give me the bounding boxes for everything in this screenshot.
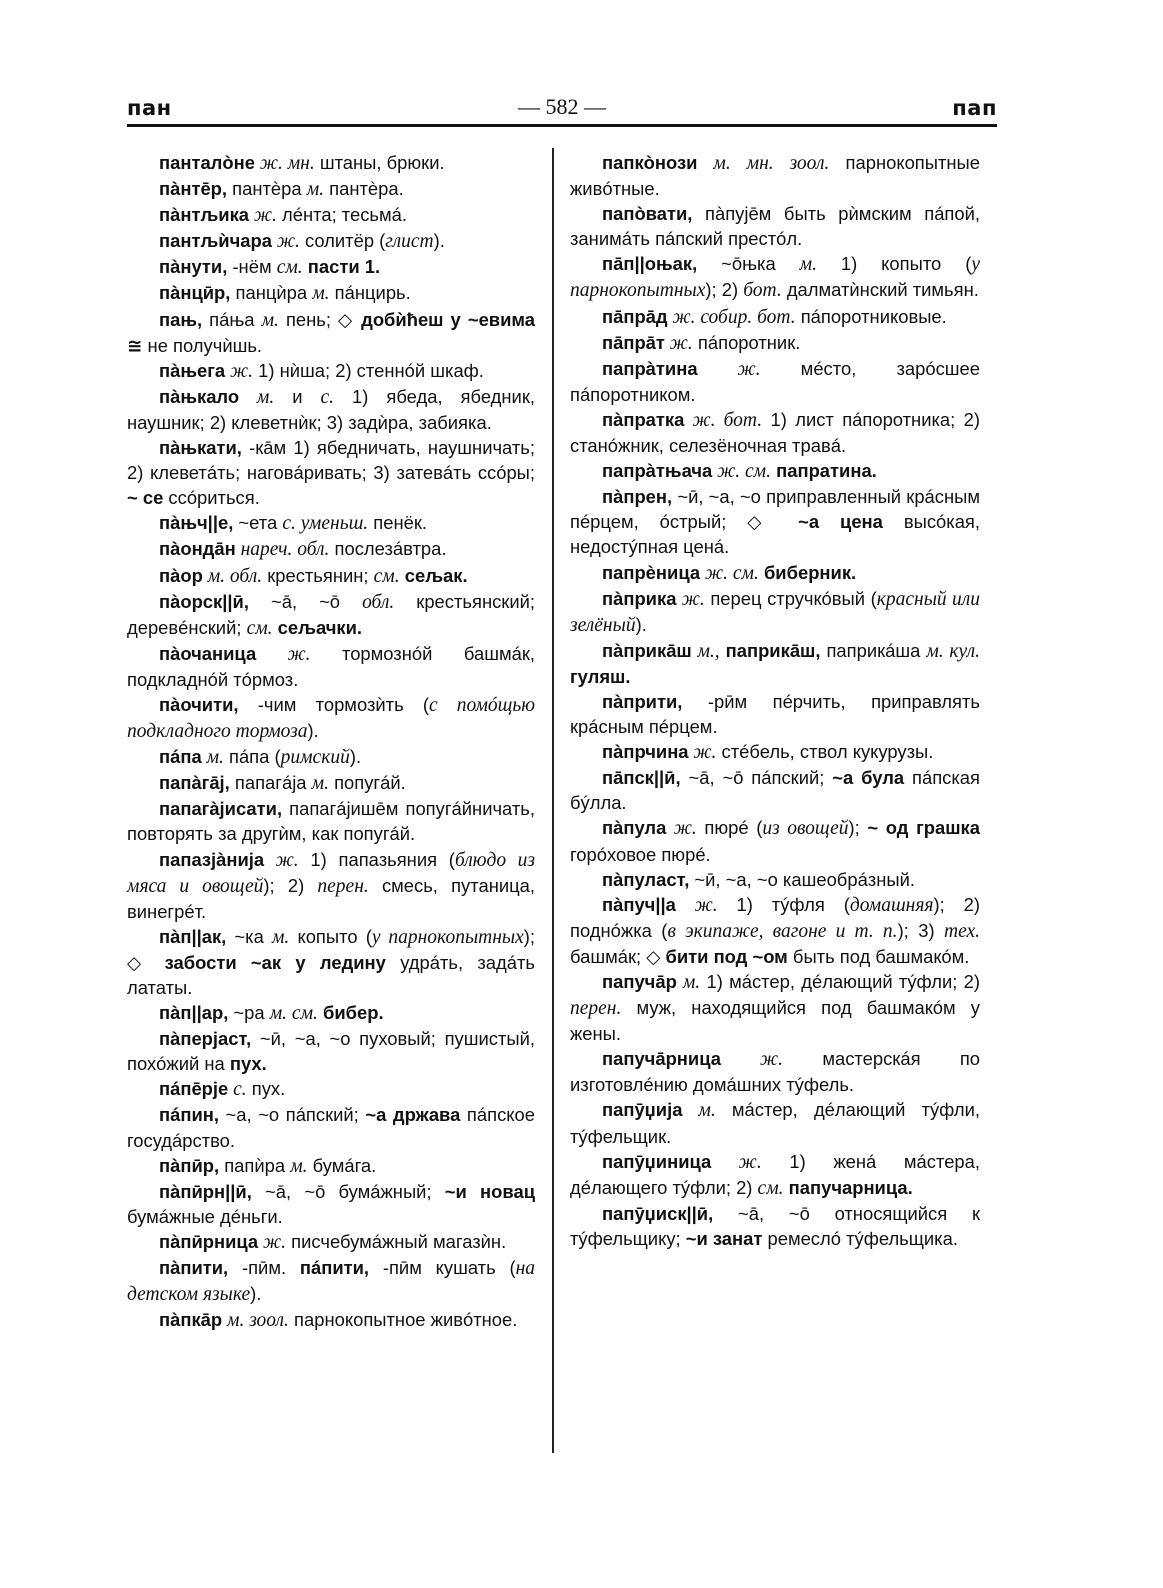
dictionary-entry: [127, 1229, 535, 1255]
dictionary-entry: [127, 1026, 535, 1076]
entry-label: с.: [228, 1079, 247, 1101]
entry-text: панцѝра: [230, 282, 313, 304]
dictionary-entry: [570, 150, 980, 201]
dictionary-entry: [127, 536, 535, 562]
entry-label: м.: [201, 747, 224, 769]
dictionary-entry: [570, 638, 980, 689]
entry-text: муж, находящийся под башмакóм у жены.: [570, 997, 980, 1045]
entry-headword: пàњкати,: [159, 437, 242, 459]
entry-text: высóкая, недостýпная ценá.: [570, 511, 980, 558]
entry-text: солитёр (: [299, 230, 386, 252]
dictionary-entry: [570, 689, 980, 739]
entry-label: м. зоол.: [222, 1310, 289, 1332]
entry-text: ).: [307, 720, 319, 742]
left-column: [127, 150, 535, 1333]
entry-headword: пањ,: [159, 308, 203, 330]
entry-headword: пàпӣр,: [159, 1154, 220, 1176]
dictionary-entry: [127, 435, 535, 510]
entry-label: м.: [676, 972, 701, 993]
entry-headword: пāпрāт: [602, 331, 665, 353]
entry-headword: пàпити,: [159, 1257, 229, 1279]
entry-headword: пàпуласт,: [602, 868, 690, 890]
entry-text: и: [274, 385, 321, 407]
entry-text: паприкáша: [820, 639, 927, 661]
entry-text: пáпоротниковые.: [795, 305, 947, 327]
entry-text: ~ā, ~ō бумáжный;: [251, 1180, 445, 1202]
entry-label: с. уменьш.: [282, 513, 369, 535]
entry-headword: пàнцӣр,: [159, 282, 231, 304]
dictionary-entry: [570, 765, 980, 815]
entry-label: ж.: [711, 1151, 762, 1173]
entry-label: м.,: [691, 640, 720, 662]
entry-label: ж.: [666, 818, 697, 840]
entry-text: крестьянский; деревéнский;: [127, 590, 535, 638]
entry-headword: пасти 1.: [302, 256, 381, 278]
entry-headword: пàпрен,: [602, 486, 673, 508]
entry-text: 1) тýфля (: [717, 893, 850, 915]
dictionary-entry: [127, 228, 535, 254]
entry-headword: пàор: [159, 564, 203, 586]
page-number: — 582 —: [518, 94, 606, 119]
entry-headword: пàпӣрница: [159, 1230, 259, 1252]
entry-label: домашняя: [849, 894, 934, 916]
dictionary-entry: [570, 407, 980, 458]
entry-label: ж.: [225, 360, 254, 382]
entry-headword: пàпӣрн||ӣ,: [159, 1180, 252, 1202]
dictionary-entry: [570, 304, 980, 330]
entry-text: пантèра: [227, 178, 307, 200]
dictionary-entry: [570, 560, 980, 586]
entry-headword: пáпити,: [299, 1257, 370, 1279]
entry-text: ~а, ~о пáпский;: [218, 1104, 366, 1126]
entry-text: пенёк.: [368, 512, 428, 534]
entry-label: красный или зелёный: [570, 588, 980, 636]
entry-text: папѝра: [219, 1154, 291, 1176]
entry-headword: папагàјисати,: [159, 798, 283, 820]
entry-text: );: [523, 925, 535, 947]
entry-label: м.: [290, 1155, 308, 1177]
entry-label: ж. мн.: [254, 153, 315, 174]
entry-headword: пàприкāш: [602, 639, 692, 661]
dictionary-entry: [570, 1046, 980, 1097]
dictionary-entry: [127, 847, 535, 924]
entry-label: м. кул.: [926, 640, 981, 662]
entry-headword: ~а була: [832, 767, 905, 789]
entry-text: ).: [635, 613, 647, 635]
entry-label: ж.: [675, 894, 718, 916]
entry-label: ж.: [249, 205, 277, 227]
dictionary-entry: [127, 280, 535, 306]
right-column: [570, 150, 980, 1251]
entry-label: ж.: [271, 231, 300, 253]
dictionary-entry: [127, 1307, 535, 1333]
entry-headword: пантљѝчара: [159, 230, 272, 252]
entry-text: ); 2): [705, 279, 744, 301]
dictionary-entry: [570, 892, 980, 969]
entry-headword: пàпуч||а: [602, 893, 676, 915]
entry-headword: пàпкāр: [159, 1309, 223, 1331]
entry-text: парнокопытное живóтное.: [288, 1309, 518, 1331]
entry-label: тех.: [944, 920, 981, 942]
entry-headword: папрàтина: [602, 357, 698, 379]
entry-headword: пàорск||ӣ,: [159, 590, 249, 612]
entry-label: ж. см.: [712, 461, 772, 483]
entry-text: 1) лист пáпоротника; 2) станóжник, селезёночная травá.: [570, 408, 980, 457]
dictionary-entry: [127, 384, 535, 435]
entry-headword: пàнтљика: [159, 204, 250, 226]
entry-label: ж. см.: [700, 562, 759, 584]
entry-text: смесь, путаница, винегрéт.: [127, 874, 535, 922]
entry-headword: папрàтњача: [602, 460, 713, 482]
entry-headword: пāпск||ӣ,: [602, 767, 681, 789]
running-header: [127, 92, 997, 122]
entry-text: пантèра.: [324, 178, 404, 200]
entry-text: ).: [433, 230, 445, 252]
entry-label: ж.: [664, 332, 693, 354]
header-rule: [127, 124, 997, 127]
entry-text: ~ā, ~ō пáпский;: [680, 767, 833, 789]
entry-headword: пàочити,: [159, 693, 239, 715]
entry-headword: пāпрāд: [602, 305, 668, 327]
entry-text: далматѝнский тимьян.: [781, 279, 979, 301]
dictionary-entry: [570, 1201, 980, 1251]
entry-text: ).: [250, 1283, 262, 1305]
dictionary-entry: [127, 1255, 535, 1307]
dictionary-entry: [127, 307, 535, 358]
entry-text: горóховое пюрé.: [570, 843, 711, 865]
entry-headword: пáпēрје: [159, 1078, 229, 1100]
entry-label: м.: [261, 309, 279, 331]
entry-label: перен.: [317, 875, 369, 897]
entry-text: ссóриться.: [163, 487, 260, 509]
entry-headword: папучарница.: [783, 1176, 913, 1198]
dictionary-entry: [570, 484, 980, 559]
entry-text: попугáй.: [328, 772, 406, 794]
entry-text: ~ōњка: [697, 253, 800, 275]
entry-text: ~ӣ, ~а, ~о приправленный крáсным пéрцем, óстрый;: [570, 486, 980, 533]
dictionary-entry: [570, 251, 980, 303]
entry-text: ~ā, ~ō: [248, 590, 363, 612]
dictionary-entry: [127, 589, 535, 641]
entry-headword: папучāр: [602, 971, 677, 992]
entry-label: бот.: [743, 280, 782, 302]
entry-headword: сељак.: [399, 564, 468, 586]
entry-headword: ◇ бити под ~ом: [646, 945, 788, 967]
entry-label: ж.: [688, 742, 717, 764]
entry-headword: ~ се: [127, 487, 164, 509]
entry-label: ж.: [256, 643, 311, 665]
entry-text: послезáвтра.: [329, 538, 447, 560]
entry-text: ~ā, ~ō относящийся к тýфельщику;: [570, 1202, 980, 1249]
entry-headword: папàгāј,: [159, 772, 230, 794]
entry-headword: папратина.: [771, 460, 877, 482]
entry-headword: ~и занат: [685, 1227, 763, 1249]
dictionary-entry: [570, 867, 980, 892]
entry-label: м.: [306, 179, 325, 201]
guide-word-right: пап: [952, 96, 997, 120]
entry-text: -рӣм пéрчить, приправлять крáсным пéрцем.: [570, 690, 980, 738]
entry-headword: бибер.: [317, 1002, 384, 1024]
entry-text: стéбель, ствол кукурузы.: [716, 741, 934, 763]
entry-label: из овощей: [762, 818, 849, 840]
entry-text: 1) нѝша; 2) стеннóй шкаф.: [253, 359, 484, 381]
dictionary-entry: [570, 1097, 980, 1148]
entry-label: обл.: [362, 591, 395, 613]
dictionary-entry: [127, 202, 535, 228]
entry-label: перен.: [570, 998, 622, 1020]
entry-headword: пàочаница: [159, 642, 257, 664]
entry-label: ж.: [264, 849, 299, 871]
entry-text: пáпское госудáрство.: [127, 1104, 535, 1151]
entry-label: м. см.: [269, 1003, 318, 1025]
entry-text: башмáк;: [570, 945, 647, 967]
entry-headword: папȳџиница: [602, 1150, 712, 1172]
dictionary-entry: [570, 969, 980, 1046]
entry-text: 1) папазьяния (: [298, 848, 455, 870]
entry-text: не получѝшь.: [142, 334, 263, 356]
entry-headword: пàприти,: [602, 690, 683, 712]
entry-label: см.: [276, 257, 303, 279]
entry-label: м.: [311, 773, 329, 795]
entry-text: быть под башмакóм.: [787, 945, 970, 967]
dictionary-entry: [127, 796, 535, 846]
dictionary-entry: [127, 1179, 535, 1229]
entry-text: ~ӣ, ~а, ~о кашеобрáзный.: [689, 868, 915, 890]
entry-text: ); 2) поднóжка (: [570, 893, 980, 941]
entry-text: пáпоротник.: [692, 331, 801, 353]
entry-label: ж.: [720, 1049, 784, 1071]
entry-label: ж.: [697, 358, 761, 380]
guide-word-left: пан: [127, 96, 172, 120]
entry-text: ~ра: [228, 1002, 270, 1024]
entry-label: нареч. обл.: [235, 539, 330, 561]
entry-label: на детском языке: [127, 1258, 536, 1306]
entry-text: мáстер, дéлающий тýфли, тýфельщик.: [570, 1099, 980, 1147]
entry-headword: биберник.: [758, 561, 857, 583]
entry-text: пáпская бýлла.: [570, 767, 980, 814]
entry-text: тормознóй башмáк, подкладнóй тóрмоз.: [127, 642, 536, 690]
entry-headword: папучāрница: [602, 1048, 721, 1070]
dictionary-entry: [127, 358, 535, 384]
entry-text: папагáја: [229, 772, 312, 794]
entry-label: римский: [280, 747, 350, 769]
entry-headword: пàондāн: [159, 538, 236, 560]
entry-headword: пàприка: [602, 587, 677, 609]
entry-headword: пàњега: [159, 359, 226, 381]
dictionary-entry: [570, 815, 980, 866]
entry-headword: сељачки.: [272, 616, 363, 638]
entry-label: см.: [757, 1177, 784, 1199]
entry-headword: папазјàнија: [159, 848, 265, 870]
entry-headword: ~а држава: [365, 1104, 461, 1126]
entry-label: с помóщью подкладного тормоза: [127, 694, 536, 743]
entry-text: пáпа (: [223, 746, 281, 768]
entry-label: м.: [312, 283, 330, 305]
entry-label: ж.: [258, 1231, 287, 1253]
entry-headword: пàпратка: [602, 408, 685, 430]
dictionary-entry: [570, 458, 980, 484]
entry-text: 1) мáстер, дéлающий тýфли; 2): [700, 971, 980, 992]
dictionary-entry: [127, 176, 535, 202]
dictionary-entry: [570, 739, 980, 765]
entry-text: 1) копыто (: [816, 253, 972, 275]
entry-headword: ◇ забости ~ак у ледину: [127, 951, 386, 973]
entry-text: парнокопытные живóтные.: [570, 152, 981, 200]
entry-text: -кāм 1) ябедничать, наушничать; 2) клеветáть; наговáривать; 3) затевáть ссóры;: [127, 437, 535, 484]
entry-headword: пàњч||е,: [159, 512, 234, 534]
entry-text: ); 3): [897, 919, 944, 941]
entry-text: пух.: [246, 1078, 286, 1100]
dictionary-entry: [570, 1149, 980, 1201]
entry-label: м. обл.: [202, 565, 263, 587]
entry-text: -чим тормозѝть (: [238, 693, 430, 715]
dictionary-entry: [127, 641, 535, 692]
entry-text: ).: [349, 746, 362, 768]
entry-text: -нём: [227, 256, 277, 278]
entry-label: блюдо из мяса и овощей: [127, 849, 535, 897]
entry-text: папагáјишēм попугáйничать, повторять за другѝм, как попугáй.: [127, 798, 535, 845]
entry-text: ~ета: [233, 512, 283, 534]
entry-headword: пàпрчина: [602, 741, 689, 763]
entry-headword: панталòне: [159, 152, 255, 173]
entry-headword: ~и новац: [444, 1180, 535, 1202]
entry-text: пáнцирь.: [329, 282, 411, 304]
dictionary-entry: [570, 586, 980, 638]
entry-headword: пàнути,: [159, 256, 228, 278]
entry-headword: пàп||ар,: [159, 1002, 229, 1024]
entry-headword: папкòнози: [602, 152, 698, 173]
entry-label: м. мн. зоол.: [697, 153, 830, 174]
entry-text: 1) ябеда, ябедник, наушник; 2) клеветнѝк; 3) задѝра, забияка.: [127, 385, 535, 433]
entry-text: писчебумáжный магазѝн.: [286, 1230, 507, 1252]
dictionary-entry: [127, 510, 535, 536]
entry-text: бумáга.: [307, 1154, 377, 1176]
entry-headword: пáпин,: [159, 1104, 219, 1126]
entry-label: у парнокопытных: [570, 254, 980, 302]
entry-label: м.: [682, 1100, 716, 1122]
entry-headword: папòвати,: [602, 203, 693, 225]
entry-text: перец стручкóвый (: [704, 587, 877, 609]
entry-label: глист: [385, 231, 434, 253]
entry-label: ж. бот.: [684, 409, 763, 431]
dictionary-entry: [127, 744, 535, 770]
entry-text: -пӣм кушать (: [369, 1257, 516, 1279]
entry-headword: пàперјаст,: [159, 1028, 252, 1050]
dictionary-entry: [127, 1000, 535, 1026]
entry-label: м.: [271, 926, 290, 948]
entry-label: у парнокопытных: [371, 926, 524, 948]
entry-headword: папȳџија: [602, 1099, 683, 1121]
column-divider: [552, 148, 554, 1453]
entry-text: пáња: [202, 308, 262, 330]
dictionary-entry: [127, 150, 535, 176]
entry-label: ж. собир. бот.: [667, 306, 796, 328]
entry-text: -пӣм.: [228, 1257, 300, 1279]
entry-headword: паприкāш,: [719, 639, 821, 661]
entry-text: копыто (: [289, 925, 372, 947]
entry-headword: пáпа: [159, 746, 202, 768]
entry-headword: пàнтēр,: [159, 178, 228, 200]
entry-text: мéсто, зарóсшее пáпоротником.: [570, 357, 980, 405]
entry-headword: пāп||оњак,: [602, 253, 698, 275]
dictionary-entry: [127, 1076, 535, 1102]
entry-label: в экипаже, вагоне и т. п.: [667, 920, 898, 942]
dictionary-entry: [127, 254, 535, 280]
entry-text: штаны, брюки.: [314, 152, 445, 173]
entry-text: бумáжные дéньги.: [127, 1205, 283, 1227]
entry-label: м.: [239, 386, 275, 408]
dictionary-entry: [127, 770, 535, 796]
dictionary-entry: [127, 1153, 535, 1179]
entry-text: ~ӣ, ~а, ~о пуховый; пушистый, похóжий на: [127, 1028, 535, 1075]
entry-label: с.: [320, 386, 335, 408]
entry-headword: пàпула: [602, 817, 667, 839]
entry-headword: гуляш.: [570, 665, 631, 687]
dictionary-entry: [127, 924, 535, 1000]
entry-headword: ~ од грашка: [867, 817, 980, 839]
entry-label: см.: [373, 565, 400, 587]
entry-label: м.: [799, 254, 817, 276]
dictionary-entry: [570, 330, 980, 356]
entry-text: ~ка: [226, 925, 272, 947]
entry-text: 1) женá мáстера, дéлающего тýфли; 2): [570, 1150, 980, 1198]
entry-label: ж.: [676, 588, 705, 610]
entry-label: см.: [246, 617, 273, 639]
entry-headword: пух.: [229, 1053, 267, 1075]
entry-headword: ◇ добѝћеш у ~евима ≅: [127, 308, 535, 356]
entry-text: );: [848, 817, 868, 839]
entry-text: мастерскáя по изготовлéнию домáшних тýфель.: [570, 1048, 980, 1096]
entry-text: удрáть, задáть лататы.: [127, 951, 536, 998]
entry-headword: ◇ ~а цена: [747, 511, 883, 533]
dictionary-entry: [127, 692, 535, 744]
entry-text: пюрé (: [696, 817, 763, 839]
dictionary-entry: [127, 563, 535, 589]
dictionary-entry: [570, 201, 980, 251]
entry-text: пàпујēм быть рѝмским пáпой, занимáть пáпский престóл.: [570, 203, 980, 250]
entry-text: лéнта; тесьмá.: [276, 204, 407, 226]
entry-text: крестьянин;: [262, 564, 374, 586]
dictionary-entry: [127, 1102, 535, 1152]
entry-headword: пàњкало: [159, 385, 240, 407]
entry-headword: пàп||ак,: [159, 925, 227, 947]
dictionary-entry: [570, 356, 980, 407]
entry-headword: папрèница: [602, 561, 701, 583]
entry-text: ); 2): [263, 874, 318, 896]
entry-text: ремеслó тýфельщика.: [762, 1227, 958, 1249]
entry-text: пень;: [278, 308, 339, 330]
entry-headword: папȳџиск||ӣ,: [602, 1202, 714, 1224]
